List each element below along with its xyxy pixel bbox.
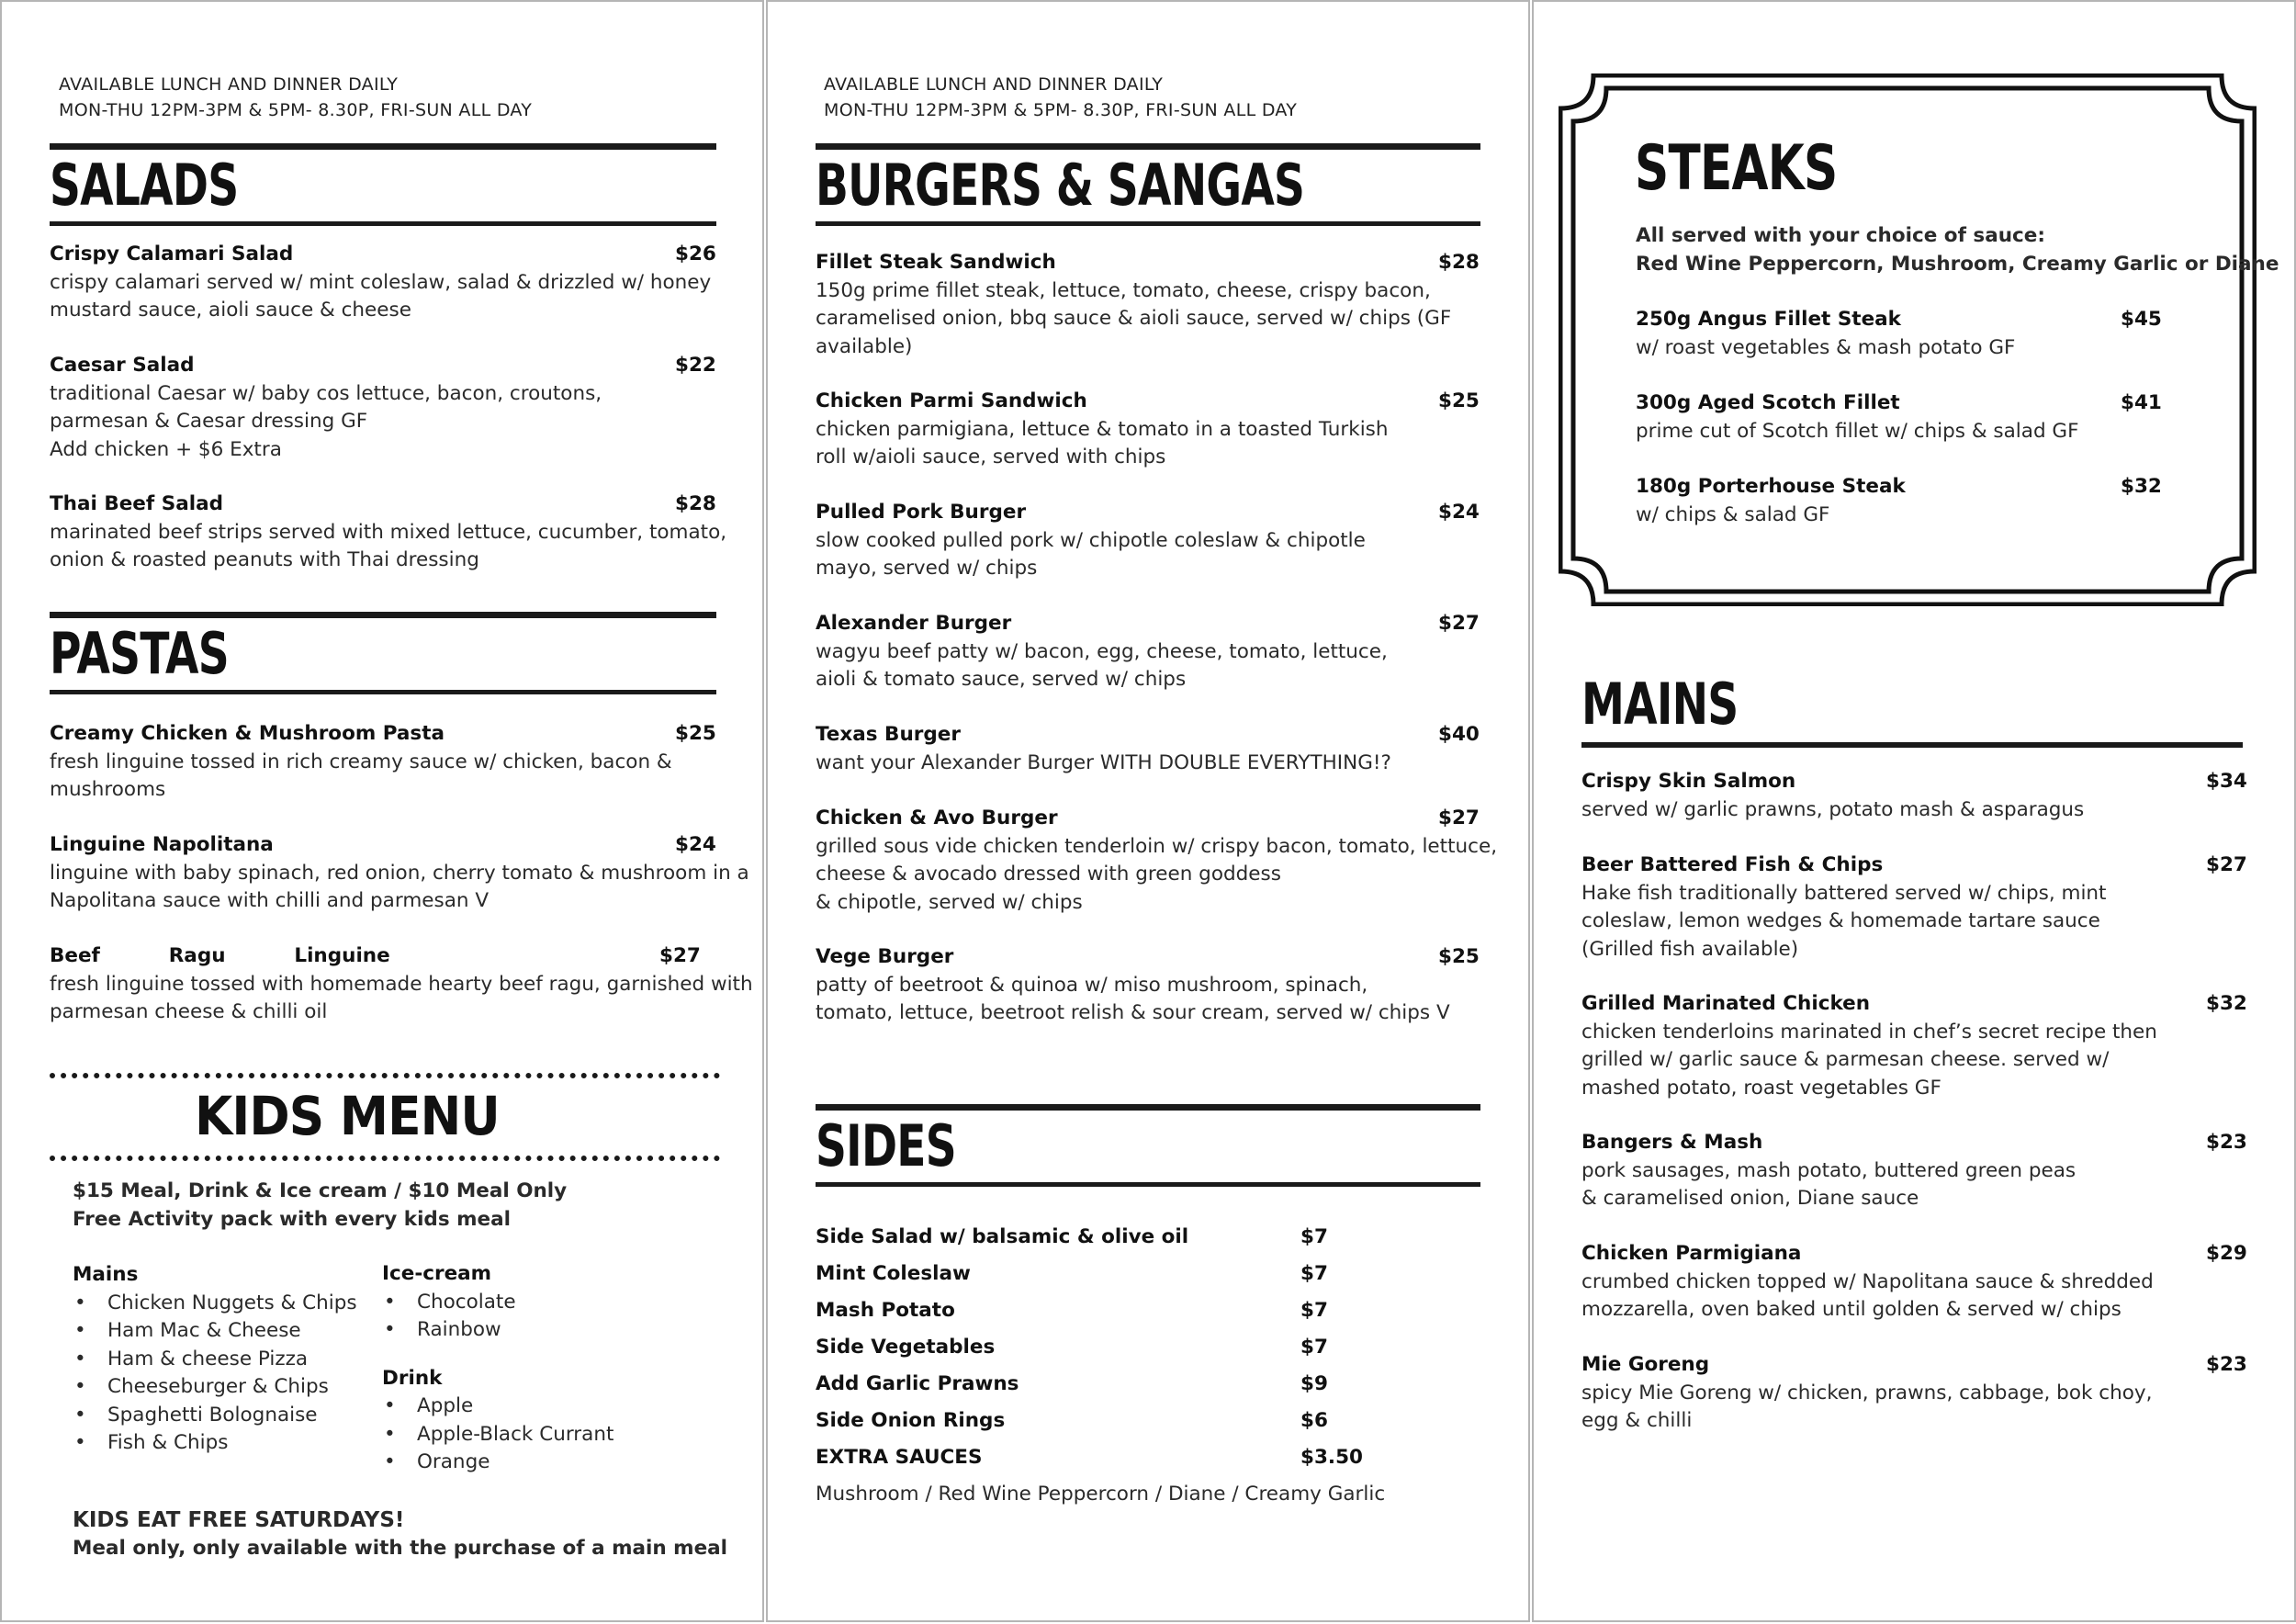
salads-rule-bottom	[50, 221, 716, 226]
availability-left	[59, 72, 532, 123]
desc-line: & chipotle, served w/ chips	[816, 890, 1083, 914]
item-price: $40	[1438, 723, 1480, 746]
item-price: $27	[659, 944, 701, 967]
menu-item	[1581, 1129, 2247, 1213]
item-price: $32	[2206, 992, 2247, 1015]
kids-offer-1: $15 Meal, Drink & Ice cream / $10 Meal Only	[73, 1179, 568, 1202]
availability-line-2: MON-THU 12PM-3PM & 5PM- 8.30P, FRI-SUN ALL DAY	[824, 100, 1298, 120]
kids-icecream-list	[382, 1289, 613, 1345]
item-name: Beef Ragu Linguine	[50, 944, 390, 967]
side-price: $3.50	[1300, 1446, 1364, 1469]
menu-item	[1581, 990, 2247, 1102]
side-name: Add Garlic Prawns	[816, 1372, 1019, 1395]
item-name: Grilled Marinated Chicken	[1581, 992, 1871, 1015]
list-item: • Apple	[382, 1393, 613, 1421]
menu-item	[816, 249, 1480, 361]
item-description	[1636, 334, 2168, 363]
item-price: $22	[675, 354, 716, 377]
item-description	[50, 749, 716, 805]
menu-item	[1581, 1240, 2247, 1325]
menu-item	[1581, 851, 2247, 964]
item-price: $41	[2121, 391, 2162, 414]
desc-line: pork sausages, mash potato, buttered green peas	[1581, 1158, 2077, 1182]
side-price: $7	[1300, 1262, 1328, 1285]
item-price: $34	[2206, 770, 2247, 793]
desc-line: w/ chips & salad GF	[1636, 502, 1830, 526]
item-name: Pulled Pork Burger	[816, 501, 1027, 524]
desc-line: traditional Caesar w/ baby cos lettuce, bacon, croutons,	[50, 381, 602, 405]
item-description	[1636, 502, 2168, 530]
item-price: $25	[1438, 389, 1480, 412]
burgers-header	[816, 143, 1480, 226]
list-item: • Chocolate	[382, 1289, 613, 1317]
desc-line: linguine with baby spinach, red onion, cherry tomato & mushroom in a	[50, 861, 749, 885]
desc-line: wagyu beef patty w/ bacon, egg, cheese, tomato, lettuce,	[816, 639, 1388, 663]
desc-line: coleslaw, lemon wedges & homemade tartare sauce	[1581, 909, 2100, 932]
side-name: Mint Coleslaw	[816, 1262, 971, 1285]
item-name: Crispy Calamari Salad	[50, 242, 294, 265]
menu-item	[1581, 1351, 2247, 1436]
kids-mains-heading: Mains	[73, 1263, 139, 1286]
item-description	[1581, 1380, 2243, 1436]
item-price: $27	[2206, 853, 2247, 876]
item-name: Thai Beef Salad	[50, 492, 223, 515]
item-name: Caesar Salad	[50, 354, 195, 377]
desc-line: marinated beef strips served with mixed lettuce, cucumber, tomato,	[50, 520, 727, 544]
list-item: • Chicken Nuggets & Chips	[73, 1290, 357, 1318]
desc-line: 150g prime fillet steak, lettuce, tomato, cheese, crispy bacon,	[816, 278, 1431, 302]
desc-line: grilled sous vide chicken tenderloin w/ crispy bacon, tomato, lettuce,	[816, 834, 1498, 858]
desc-line: want your Alexander Burger WITH DOUBLE EVERYTHING!?	[816, 750, 1391, 774]
desc-line: tomato, lettuce, beetroot relish & sour cream, served w/ chips V	[816, 1001, 1450, 1024]
list-item: • Ham Mac & Cheese	[73, 1317, 357, 1346]
item-description	[50, 269, 716, 325]
desc-line: mashed potato, roast vegetables GF	[1581, 1076, 1941, 1100]
sides-header	[816, 1104, 1480, 1187]
menu-item	[816, 721, 1480, 777]
menu-item	[816, 610, 1480, 694]
kids-dotted-rule-bottom	[50, 1156, 720, 1161]
item-description	[816, 527, 1480, 583]
kids-free-note: Meal only, only available with the purchase of a main meal	[73, 1537, 728, 1560]
item-name: Crispy Skin Salmon	[1581, 770, 1796, 793]
item-description	[1636, 418, 2168, 446]
desc-line: available)	[816, 334, 913, 358]
availability-line-1: AVAILABLE LUNCH AND DINNER DAILY	[59, 74, 399, 95]
kids-offer-2: Free Activity pack with every kids meal	[73, 1208, 511, 1231]
item-description	[816, 972, 1480, 1028]
desc-line: w/ roast vegetables & mash potato GF	[1636, 335, 2016, 359]
item-price: $24	[1438, 501, 1480, 524]
item-name: Chicken & Avo Burger	[816, 806, 1058, 829]
menu-item	[50, 942, 753, 1027]
menu-item	[816, 499, 1480, 583]
side-price: $6	[1300, 1409, 1328, 1432]
mains-rule-bottom	[1581, 742, 2243, 748]
item-price: $32	[2121, 475, 2162, 498]
item-name: Mie Goreng	[1581, 1353, 1710, 1376]
item-price: $27	[1438, 806, 1480, 829]
desc-line: slow cooked pulled pork w/ chipotle coleslaw & chipotle	[816, 528, 1366, 552]
desc-line: aioli & tomato sauce, served w/ chips	[816, 668, 1187, 691]
list-item: • Spaghetti Bolognaise	[73, 1402, 357, 1430]
burgers-rule-bottom	[816, 221, 1480, 226]
kids-icecream-heading: Ice-cream	[382, 1262, 492, 1285]
item-description	[1581, 796, 2243, 825]
menu-item	[50, 491, 727, 575]
sides-rule-bottom	[816, 1182, 1480, 1187]
desc-line: mustard sauce, aioli sauce & cheese	[50, 299, 411, 321]
item-name: Alexander Burger	[816, 612, 1012, 635]
menu-item	[50, 720, 716, 805]
desc-line: Napolitana sauce with chilli and parmesan V	[50, 889, 490, 912]
item-name: Beer Battered Fish & Chips	[1581, 853, 1884, 876]
kids-drink-heading: Drink	[382, 1366, 443, 1390]
item-name: Texas Burger	[816, 723, 961, 746]
steaks-intro-1: All served with your choice of sauce:	[1636, 224, 2045, 247]
kids-free-title: KIDS EAT FREE SATURDAYS!	[73, 1508, 405, 1532]
side-name: EXTRA SAUCES	[816, 1446, 983, 1469]
item-description	[816, 833, 1498, 918]
list-item: • Rainbow	[382, 1316, 613, 1345]
desc-line: mozzarella, oven baked until golden & served w/ chips	[1581, 1298, 2122, 1321]
desc-line: served w/ garlic prawns, potato mash & asparagus	[1581, 797, 2085, 821]
desc-line: crispy calamari served w/ mint coleslaw, salad & drizzled w/ honey	[50, 270, 712, 294]
salads-rule-top	[50, 143, 716, 150]
list-item: • Cheeseburger & Chips	[73, 1373, 357, 1402]
extra-sauces-list: Mushroom / Red Wine Peppercorn / Diane / Creamy Garlic	[816, 1483, 1386, 1506]
desc-line: egg & chilli	[1581, 1409, 1693, 1432]
item-description	[1581, 1019, 2243, 1103]
menu-item	[816, 388, 1480, 472]
menu-item	[50, 352, 716, 464]
item-name: 300g Aged Scotch Fillet	[1636, 391, 1900, 414]
desc-line: fresh linguine tossed with homemade hearty beef ragu, garnished with	[50, 972, 753, 996]
item-price: $23	[2206, 1353, 2247, 1376]
menu-item	[1581, 768, 2247, 824]
item-name: Fillet Steak Sandwich	[816, 251, 1056, 274]
desc-line: chicken tenderloins marinated in chef’s secret recipe then	[1581, 1020, 2157, 1043]
desc-line: mushrooms	[50, 778, 166, 801]
item-name: Bangers & Mash	[1581, 1131, 1763, 1154]
item-description	[816, 416, 1480, 472]
side-name: Side Salad w/ balsamic & olive oil	[816, 1225, 1189, 1248]
side-price: $7	[1300, 1299, 1328, 1322]
side-price: $9	[1300, 1372, 1328, 1395]
kids-menu-title: KIDS MENU	[195, 1085, 500, 1147]
desc-line: Add chicken + $6 Extra	[50, 437, 282, 461]
kids-mains-column	[73, 1261, 357, 1458]
side-name: Side Onion Rings	[816, 1409, 1006, 1432]
salads-title: SALADS	[50, 152, 239, 219]
item-description	[50, 860, 749, 916]
menu-item	[50, 241, 716, 325]
item-price: $29	[2206, 1242, 2247, 1265]
pastas-title: PASTAS	[50, 620, 229, 687]
item-description	[50, 380, 716, 465]
list-item: • Ham & cheese Pizza	[73, 1346, 357, 1374]
list-item: • Apple-Black Currant	[382, 1421, 613, 1449]
side-row	[816, 1370, 1403, 1398]
desc-line: Hake fish traditionally battered served w/ chips, mint	[1581, 881, 2107, 905]
menu-item	[1636, 389, 2168, 445]
side-name: Side Vegetables	[816, 1336, 996, 1359]
pastas-rule-top	[50, 612, 716, 618]
desc-line: parmesan & Caesar dressing GF	[50, 410, 368, 433]
side-row	[816, 1260, 1403, 1288]
item-name: 250g Angus Fillet Steak	[1636, 308, 1901, 331]
desc-line: fresh linguine tossed in rich creamy sauce w/ chicken, bacon &	[50, 750, 672, 773]
side-row	[816, 1297, 1403, 1325]
pastas-header	[50, 612, 716, 694]
side-row	[816, 1224, 1403, 1251]
item-description	[816, 638, 1480, 694]
side-price: $7	[1300, 1225, 1328, 1248]
item-price: $24	[675, 833, 716, 856]
item-price: $28	[675, 492, 716, 515]
side-row	[816, 1444, 1403, 1472]
menu-item	[816, 943, 1480, 1028]
item-description	[1581, 880, 2243, 964]
desc-line: caramelised onion, bbq sauce & aioli sauce, served w/ chips (GF	[816, 307, 1452, 330]
item-name: Chicken Parmi Sandwich	[816, 389, 1087, 412]
mains-title: MAINS	[1581, 671, 1739, 738]
item-description	[816, 750, 1480, 778]
item-name: Chicken Parmigiana	[1581, 1242, 1802, 1265]
side-price: $7	[1300, 1336, 1328, 1359]
side-row	[816, 1407, 1403, 1435]
item-description	[1581, 1157, 2243, 1213]
pastas-rule-bottom	[50, 690, 716, 694]
item-description	[50, 971, 753, 1027]
item-name: Vege Burger	[816, 945, 954, 968]
burgers-title: BURGERS & SANGAS	[816, 152, 1305, 219]
kids-drink-list	[382, 1393, 613, 1477]
side-row	[816, 1334, 1403, 1361]
menu-item	[50, 831, 749, 916]
desc-line: prime cut of Scotch fillet w/ chips & salad GF	[1636, 419, 2079, 443]
item-description	[816, 277, 1480, 362]
item-description	[50, 519, 727, 575]
kids-dotted-rule-top	[50, 1073, 720, 1078]
desc-line: crumbed chicken topped w/ Napolitana sauce & shredded	[1581, 1269, 2154, 1293]
item-price: $27	[1438, 612, 1480, 635]
desc-line: mayo, served w/ chips	[816, 557, 1038, 580]
steaks-intro-2: Red Wine Peppercorn, Mushroom, Creamy Garlic or Diane	[1636, 253, 2279, 276]
menu-item	[1636, 473, 2168, 529]
kids-mains-list	[73, 1290, 357, 1458]
desc-line: chicken parmigiana, lettuce & tomato in a toasted Turkish	[816, 417, 1389, 441]
list-item: • Fish & Chips	[73, 1429, 357, 1458]
kids-icecream-column	[382, 1260, 613, 1477]
desc-line: patty of beetroot & quinoa w/ miso mushroom, spinach,	[816, 973, 1368, 997]
availability-line-1: AVAILABLE LUNCH AND DINNER DAILY	[824, 74, 1164, 95]
item-price: $26	[675, 242, 716, 265]
item-price: $23	[2206, 1131, 2247, 1154]
item-price: $28	[1438, 251, 1480, 274]
burgers-rule-top	[816, 143, 1480, 150]
menu-item	[816, 805, 1498, 917]
item-price: $45	[2121, 308, 2162, 331]
steaks-title: STEAKS	[1635, 132, 1838, 205]
sides-rule-top	[816, 1104, 1480, 1111]
desc-line: roll w/aioli sauce, served with chips	[816, 445, 1166, 468]
item-price: $25	[675, 722, 716, 745]
desc-line: spicy Mie Goreng w/ chicken, prawns, cabbage, bok choy,	[1581, 1381, 2153, 1404]
sides-title: SIDES	[816, 1112, 956, 1179]
item-name: Linguine Napolitana	[50, 833, 274, 856]
menu-item	[1636, 306, 2168, 362]
item-name: Creamy Chicken & Mushroom Pasta	[50, 722, 445, 745]
side-name: Mash Potato	[816, 1299, 955, 1322]
desc-line: onion & roasted peanuts with Thai dressing	[50, 548, 479, 571]
availability-middle	[824, 72, 1297, 123]
desc-line: grilled w/ garlic sauce & parmesan cheese. served w/	[1581, 1048, 2110, 1071]
item-name: 180g Porterhouse Steak	[1636, 475, 1906, 498]
desc-line: parmesan cheese & chilli oil	[50, 1000, 328, 1023]
availability-line-2: MON-THU 12PM-3PM & 5PM- 8.30P, FRI-SUN ALL DAY	[59, 100, 533, 120]
desc-line: cheese & avocado dressed with green goddess	[816, 863, 1281, 885]
item-price: $25	[1438, 945, 1480, 968]
list-item: • Orange	[382, 1449, 613, 1477]
desc-line: (Grilled fish available)	[1581, 937, 1799, 961]
salads-header	[50, 143, 716, 226]
item-description	[1581, 1269, 2243, 1325]
desc-line: & caramelised onion, Diane sauce	[1581, 1187, 1919, 1210]
mains-header	[1581, 669, 2243, 748]
